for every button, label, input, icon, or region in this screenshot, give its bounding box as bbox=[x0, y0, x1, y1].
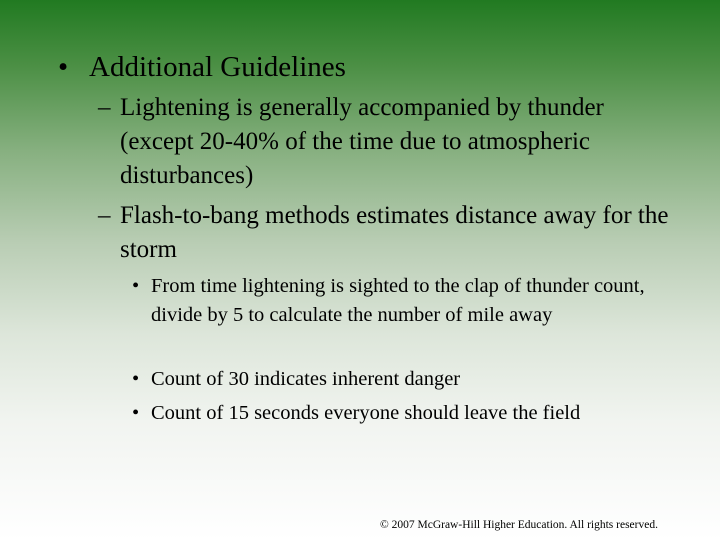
main-bullet-text: Additional Guidelines bbox=[89, 51, 346, 83]
sub-bullet-text: Lightening is generally accompanied by thunder (except 20-40% of the time due to atmospheric disturbances) bbox=[120, 94, 604, 189]
copyright-notice: © 2007 McGraw-Hill Higher Education. All rights reserved. bbox=[380, 519, 658, 531]
sub-bullet-flash-to-bang bbox=[98, 199, 678, 267]
sub-sub-bullet-text: From time lightening is sighted to the clap of thunder count, divide by 5 to calculate the number of mile away bbox=[151, 275, 645, 326]
sub-sub-bullet-text: Count of 15 seconds everyone should leave the field bbox=[151, 402, 581, 424]
sub-sub-bullet-count-method bbox=[132, 272, 677, 330]
bullet-marker: • bbox=[58, 51, 69, 83]
dash-marker: – bbox=[98, 94, 111, 121]
sub-bullet-text: Flash-to-bang methods estimates distance away for the storm bbox=[120, 202, 669, 263]
sub-bullet-lightening bbox=[98, 91, 678, 193]
sub-sub-bullet-count-30 bbox=[132, 365, 677, 394]
bullet-marker: • bbox=[132, 402, 140, 424]
bullet-marker: • bbox=[132, 275, 140, 297]
main-bullet bbox=[58, 49, 698, 85]
sub-sub-bullet-text: Count of 30 indicates inherent danger bbox=[151, 368, 461, 390]
dash-marker: – bbox=[98, 202, 111, 229]
bullet-marker: • bbox=[132, 368, 140, 390]
sub-sub-bullet-count-15 bbox=[132, 399, 677, 428]
